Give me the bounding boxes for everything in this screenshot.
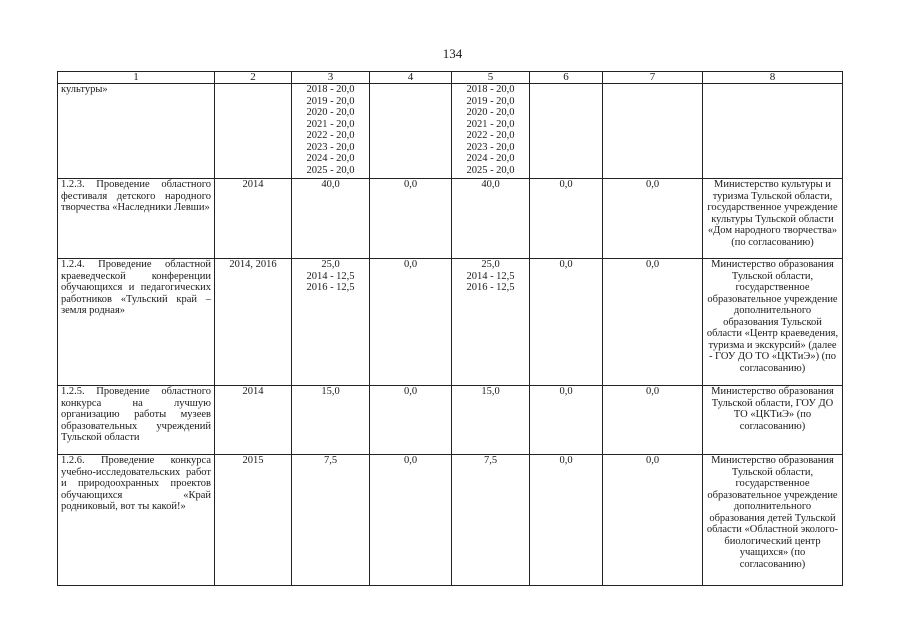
funding-line: 2024 - 20,0 — [306, 153, 355, 164]
funding-line: 2023 - 20,0 — [466, 141, 515, 153]
column-header-7: 7 — [603, 72, 703, 84]
column-header-1: 1 — [58, 72, 215, 84]
activity-name: культуры» — [58, 84, 215, 179]
years: 2014 — [215, 386, 292, 455]
activity-name: 1.2.4. Проведение областной краеведческой конференции обучающихся и педагогических работников «Тульский край – земля родная» — [58, 259, 215, 386]
funding-col6: 0,0 — [530, 259, 603, 386]
funding-col6: 0,0 — [530, 386, 603, 455]
funding-col6 — [530, 84, 603, 179]
funding-line: 25,0 — [481, 259, 500, 270]
funding-line: 2014 - 12,5 — [306, 270, 355, 282]
years — [215, 84, 292, 179]
funding-line: 2020 - 20,0 — [306, 107, 355, 118]
column-number-header-row — [58, 72, 843, 84]
table-row — [58, 84, 843, 179]
funding-col4: 0,0 — [370, 455, 452, 586]
funding-col4: 0,0 — [370, 386, 452, 455]
funding-total — [292, 386, 370, 455]
responsible-executor: Министерство культуры и туризма Тульской области, государственное учреждение культуры Тульской области «Дом народного творчества» (по согласованию) — [703, 179, 843, 259]
funding-line: 2018 - 20,0 — [466, 84, 515, 95]
table-row — [58, 386, 843, 455]
funding-line: 40,0 — [321, 179, 340, 190]
responsible-executor: Министерство образования Тульской области, ГОУ ДО ТО «ЦКТиЭ» (по согласованию) — [703, 386, 843, 455]
funding-line: 40,0 — [481, 179, 500, 190]
funding-line: 2019 - 20,0 — [306, 95, 355, 107]
funding-line: 2016 - 12,5 — [466, 282, 515, 293]
funding-col4: 0,0 — [370, 179, 452, 259]
funding-col7: 0,0 — [603, 179, 703, 259]
funding-line: 2018 - 20,0 — [306, 84, 355, 95]
funding-line: 2021 - 20,0 — [306, 118, 355, 130]
column-header-4: 4 — [370, 72, 452, 84]
years: 2014 — [215, 179, 292, 259]
responsible-executor: Министерство образования Тульской области, государственное образовательное учреждение дополнительного образования Тульской области «Центр краеведения, туризма и экскурсий» (далее - ГОУ ДО ТО «ЦКТиЭ») (по согласованию) — [703, 259, 843, 386]
funding-col5 — [452, 455, 530, 586]
column-header-5: 5 — [452, 72, 530, 84]
funding-line: 2016 - 12,5 — [306, 282, 355, 293]
activity-name: 1.2.6. Проведение конкурса учебно-исследовательских работ и природоохранных проектов обучающихся «Край родниковый, вот ты какой!» — [58, 455, 215, 586]
activity-name: 1.2.3. Проведение областного фестиваля детского народного творчества «Наследники Левши» — [58, 179, 215, 259]
funding-col4 — [370, 84, 452, 179]
responsible-executor — [703, 84, 843, 179]
table-row — [58, 259, 843, 386]
funding-line: 2019 - 20,0 — [466, 95, 515, 107]
funding-col5 — [452, 259, 530, 386]
page-number: 134 — [442, 46, 463, 61]
funding-col5 — [452, 386, 530, 455]
funding-col6: 0,0 — [530, 455, 603, 586]
funding-line: 2014 - 12,5 — [466, 270, 515, 282]
funding-col7: 0,0 — [603, 259, 703, 386]
funding-col7 — [603, 84, 703, 179]
funding-line: 15,0 — [481, 386, 500, 397]
column-header-6: 6 — [530, 72, 603, 84]
funding-col7: 0,0 — [603, 386, 703, 455]
funding-total — [292, 259, 370, 386]
column-header-2: 2 — [215, 72, 292, 84]
column-header-8: 8 — [703, 72, 843, 84]
years: 2014, 2016 — [215, 259, 292, 386]
funding-line: 2025 - 20,0 — [466, 164, 515, 176]
years: 2015 — [215, 455, 292, 586]
program-activities-table — [57, 71, 843, 586]
funding-line: 25,0 — [321, 259, 340, 270]
funding-line: 7,5 — [483, 455, 498, 466]
funding-line: 2022 - 20,0 — [466, 130, 515, 141]
funding-line: 2020 - 20,0 — [466, 107, 515, 118]
funding-line: 2021 - 20,0 — [466, 118, 515, 130]
funding-col5 — [452, 84, 530, 179]
table-row — [58, 179, 843, 259]
funding-col4: 0,0 — [370, 259, 452, 386]
activity-name: 1.2.5. Проведение областного конкурса на лучшую организацию работы музеев образовательных учреждений Тульской области — [58, 386, 215, 455]
funding-line: 2024 - 20,0 — [466, 153, 515, 164]
funding-line: 2022 - 20,0 — [306, 130, 355, 141]
funding-total — [292, 179, 370, 259]
funding-line: 7,5 — [323, 455, 338, 466]
funding-col6: 0,0 — [530, 179, 603, 259]
funding-total — [292, 84, 370, 179]
funding-col7: 0,0 — [603, 455, 703, 586]
funding-total — [292, 455, 370, 586]
funding-col5 — [452, 179, 530, 259]
funding-line: 2025 - 20,0 — [306, 164, 355, 176]
funding-line: 15,0 — [321, 386, 340, 397]
column-header-3: 3 — [292, 72, 370, 84]
responsible-executor: Министерство образования Тульской области, государственное образовательное учреждение дополнительного образования детей Тульской области «Областной эколого-биологический центр учащихся» (по согласованию) — [703, 455, 843, 586]
table-row — [58, 455, 843, 586]
funding-line: 2023 - 20,0 — [306, 141, 355, 153]
